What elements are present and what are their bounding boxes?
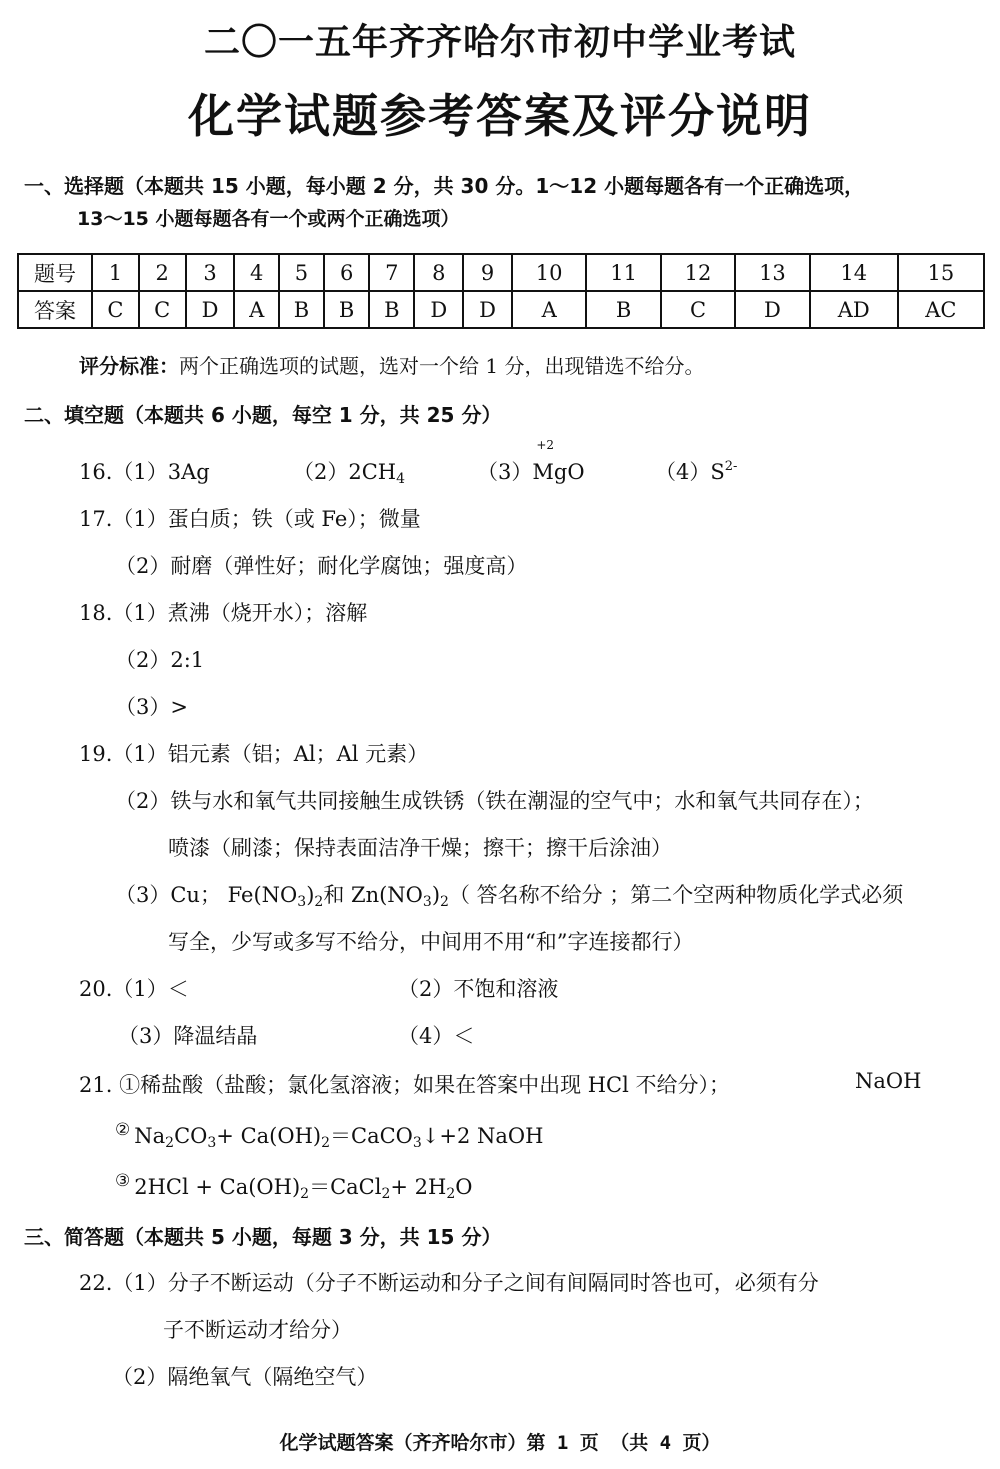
q21-eq2-s2: 2 [381, 1186, 391, 1202]
section1-heading-cont: 13～15 小题每题各有一个或两个正确选项） [77, 208, 460, 230]
section3-heading: 三、简答题（本题共 5 小题，每题 3 分，共 15 分） [24, 1225, 502, 1249]
q20-p3: （3）降温结晶 [118, 1024, 258, 1048]
answer-cell: A [234, 291, 278, 328]
q21-equation2 [115, 1171, 472, 1202]
q19-line3: 喷漆（刷漆；保持表面洁净干燥；擦干；擦干后涂油） [168, 836, 672, 860]
q16-p1-answer: 3Ag [167, 460, 210, 484]
q19-l4-s2: 2 [314, 894, 324, 910]
answer-cell: C [661, 291, 735, 328]
q16-p3 [477, 438, 585, 486]
table-row-answers [18, 291, 984, 328]
question-number-cell: 3 [186, 254, 235, 291]
scoring-standard-text: 两个正确选项的试题，选对一个给 1 分，出现错选不给分。 [179, 354, 705, 378]
question-number-cell: 8 [414, 254, 463, 291]
q16-p4-answer: S [710, 460, 725, 484]
q16-p4 [655, 456, 737, 486]
answer-cell: B [369, 291, 414, 328]
q22-line1: 22.（1）分子不断运动（分子不断运动和分子之间有间隔同时答也可，必须有分 [79, 1271, 819, 1295]
row-label-answer: 答案 [18, 291, 92, 328]
q21-eq1-s3: 2 [321, 1135, 330, 1151]
question-number-cell: 11 [586, 254, 660, 291]
question-number-cell: 4 [234, 254, 278, 291]
q16-p3-answer [532, 438, 585, 484]
answer-cell: D [186, 291, 235, 328]
q19-l4-e: （ 答名称不给分 ；第二个空两种物质化学式必须 [448, 883, 904, 907]
q18-line3: （3）> [115, 695, 188, 719]
question-number-cell: 14 [810, 254, 898, 291]
q16-p2-sub: 4 [396, 471, 406, 487]
answer-cell: A [512, 291, 586, 328]
answer-cell: C [92, 291, 139, 328]
q21-eq1-c: + Ca(OH) [216, 1124, 322, 1148]
q22-line3: （2）隔绝氧气（隔绝空气） [112, 1365, 378, 1389]
section1-heading: 一、选择题（本题共 15 小题，每小题 2 分，共 30 分。1～12 小题每题各有一个正确选项， [24, 174, 865, 198]
question-number-cell: 12 [661, 254, 735, 291]
scoring-standard-label: 评分标准： [79, 354, 179, 378]
answer-cell: AD [810, 291, 898, 328]
q19-line2: （2）铁与水和氧气共同接触生成铁锈（铁在潮湿的空气中；水和氧气共同存在）； [115, 789, 874, 813]
q21-eq1-e: ↓+2 NaOH [421, 1124, 544, 1148]
row-label-number: 题号 [18, 254, 92, 291]
q21-equation1 [115, 1120, 543, 1151]
question-number-cell: 6 [324, 254, 369, 291]
answer-cell: AC [898, 291, 984, 328]
q21-eq1-b: CO [174, 1124, 208, 1148]
q19-line5: 写全，少写或多写不给分，中间用不用“和”字连接都行） [168, 930, 694, 954]
answer-cell: B [324, 291, 369, 328]
answer-cell: B [586, 291, 660, 328]
answer-cell: D [463, 291, 512, 328]
question-number-cell: 15 [898, 254, 984, 291]
q19-l4-a: （3）Cu； Fe(NO [115, 883, 298, 907]
q21-eq1-s1: 2 [165, 1135, 175, 1151]
q16-p3-valence: +2 [536, 438, 555, 452]
q19-l4-s1: 3 [297, 894, 307, 910]
question-number-cell: 10 [512, 254, 586, 291]
q19-l4-b: ) [306, 883, 315, 907]
q21-mark2: ② [115, 1120, 131, 1140]
q21-line1-right: NaOH [855, 1069, 922, 1093]
q19-l4-s3: 3 [422, 894, 432, 910]
q20-p1: 20.（1）＜ [79, 977, 189, 1001]
q16-number: 16. [79, 460, 113, 484]
q19-l4-d: ) [431, 883, 441, 907]
question-number-cell: 7 [369, 254, 414, 291]
question-number-cell: 13 [735, 254, 809, 291]
q16-p4-charge: 2- [724, 459, 738, 474]
question-number-cell: 9 [463, 254, 512, 291]
scoring-standard [79, 350, 704, 379]
answer-table [17, 253, 985, 329]
page-footer: 化学试题答案（齐齐哈尔市）第 1 页 （共 4 页） [279, 1432, 721, 1454]
answer-cell: D [735, 291, 809, 328]
q21-eq2-d: O [455, 1175, 473, 1199]
question-number-cell: 1 [92, 254, 139, 291]
q21-eq2-s1: 2 [300, 1186, 310, 1202]
q16-p2-label: （2） [293, 460, 349, 484]
q19-line4 [115, 879, 903, 910]
table-row-numbers [18, 254, 984, 291]
q16-p3-label: （3） [477, 460, 533, 484]
question-number-cell: 5 [279, 254, 324, 291]
exam-title: 二〇一五年齐齐哈尔市初中学业考试 [203, 22, 796, 63]
q19-line1: 19.（1）铝元素（铝；Al；Al 元素） [79, 742, 429, 766]
q18-line1: 18.（1）煮沸（烧开水）；溶解 [79, 601, 368, 625]
q17-line2: （2）耐磨（弹性好；耐化学腐蚀；强度高） [115, 554, 528, 578]
q16-p2-answer: 2CH [348, 460, 397, 484]
q17-line1: 17.（1）蛋白质；铁（或 Fe）；微量 [79, 507, 421, 531]
q21-eq2-a: 2HCl + Ca(OH) [134, 1175, 301, 1199]
q20-p4: （4）＜ [398, 1024, 475, 1048]
q21-eq2-b: ＝CaCl [309, 1175, 382, 1199]
q21-eq2-s3: 2 [446, 1186, 456, 1202]
q20-p2: （2）不饱和溶液 [398, 977, 559, 1001]
answer-cell: B [279, 291, 324, 328]
q16-p3-formula: MgO [532, 460, 585, 484]
q21-eq1-a: Na [134, 1124, 166, 1148]
q21-mark3: ③ [115, 1171, 131, 1191]
q22-line2: 子不断运动才给分） [163, 1318, 352, 1342]
q21-eq2-c: + 2H [390, 1175, 447, 1199]
document-title: 化学试题参考答案及评分说明 [188, 89, 812, 143]
q21-line1: 21. ①稀盐酸（盐酸；氯化氢溶液；如果在答案中出现 HCl 不给分）； [79, 1073, 731, 1097]
answer-cell: D [414, 291, 463, 328]
q21-eq1-d: ＝CaCO [330, 1124, 413, 1148]
q18-line2: （2）2:1 [115, 648, 205, 672]
q19-l4-c: 和 Zn(NO [323, 883, 423, 907]
q19-l4-s4: 2 [440, 894, 449, 910]
q16-p2 [293, 456, 405, 487]
question-number-cell: 2 [139, 254, 186, 291]
q16-p1-label: （1） [112, 460, 168, 484]
answer-cell: C [139, 291, 186, 328]
q16-line [79, 438, 738, 487]
q21-eq1-s4: 3 [412, 1135, 422, 1151]
q21-eq1-s2: 3 [207, 1135, 217, 1151]
q16-p4-label: （4） [655, 460, 711, 484]
section2-heading: 二、填空题（本题共 6 小题，每空 1 分，共 25 分） [24, 403, 502, 427]
